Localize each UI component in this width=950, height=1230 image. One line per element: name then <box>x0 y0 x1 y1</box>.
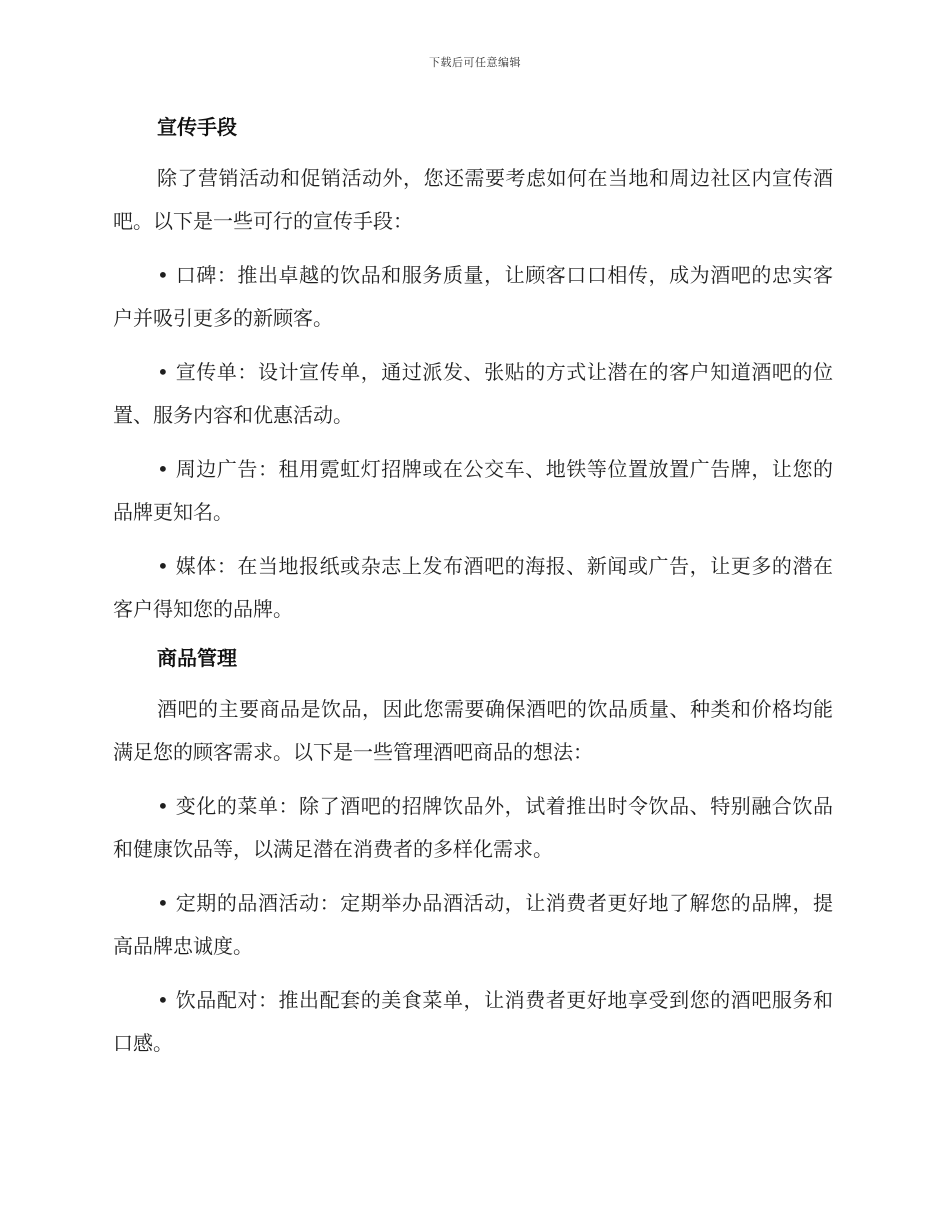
section-heading: 宣传手段 <box>157 115 237 139</box>
section-merchandise <box>113 639 833 1065</box>
paragraph-intro: 酒吧的主要商品是饮品，因此您需要确保酒吧的饮品质量、种类和价格均能满足您的顾客需求。以下是一些管理酒吧商品的想法： <box>113 697 833 764</box>
header-note: 下载后可任意编辑 <box>429 56 521 69</box>
list-item-flyers: • 宣传单：设计宣传单，通过派发、张贴的方式让潜在的客户知道酒吧的位置、服务内容和优惠活动。 <box>113 360 833 427</box>
list-item-food-pairing: • 饮品配对：推出配套的美食菜单，让消费者更好地享受到您的酒吧服务和口感。 <box>113 988 833 1055</box>
paragraph-intro: 除了营销活动和促销活动外，您还需要考虑如何在当地和周边社区内宣传酒吧。以下是一些可行的宣传手段： <box>113 166 833 233</box>
list-item-media: • 媒体：在当地报纸或杂志上发布酒吧的海报、新闻或广告，让更多的潜在客户得知您的品牌。 <box>113 554 833 621</box>
list-item-word-of-mouth: • 口碑：推出卓越的饮品和服务质量，让顾客口口相传，成为酒吧的忠实客户并吸引更多的新顾客。 <box>113 263 833 330</box>
list-item-outdoor-ads: • 周边广告：租用霓虹灯招牌或在公交车、地铁等位置放置广告牌，让您的品牌更知名。 <box>113 457 833 524</box>
list-item-tasting-events: • 定期的品酒活动：定期举办品酒活动，让消费者更好地了解您的品牌，提高品牌忠诚度。 <box>113 891 833 958</box>
document-body <box>113 108 833 1065</box>
section-heading: 商品管理 <box>157 646 237 670</box>
section-promotion <box>113 108 833 631</box>
list-item-seasonal-menu: • 变化的菜单：除了酒吧的招牌饮品外，试着推出时令饮品、特别融合饮品和健康饮品等，以满足潜在消费者的多样化需求。 <box>113 794 833 861</box>
